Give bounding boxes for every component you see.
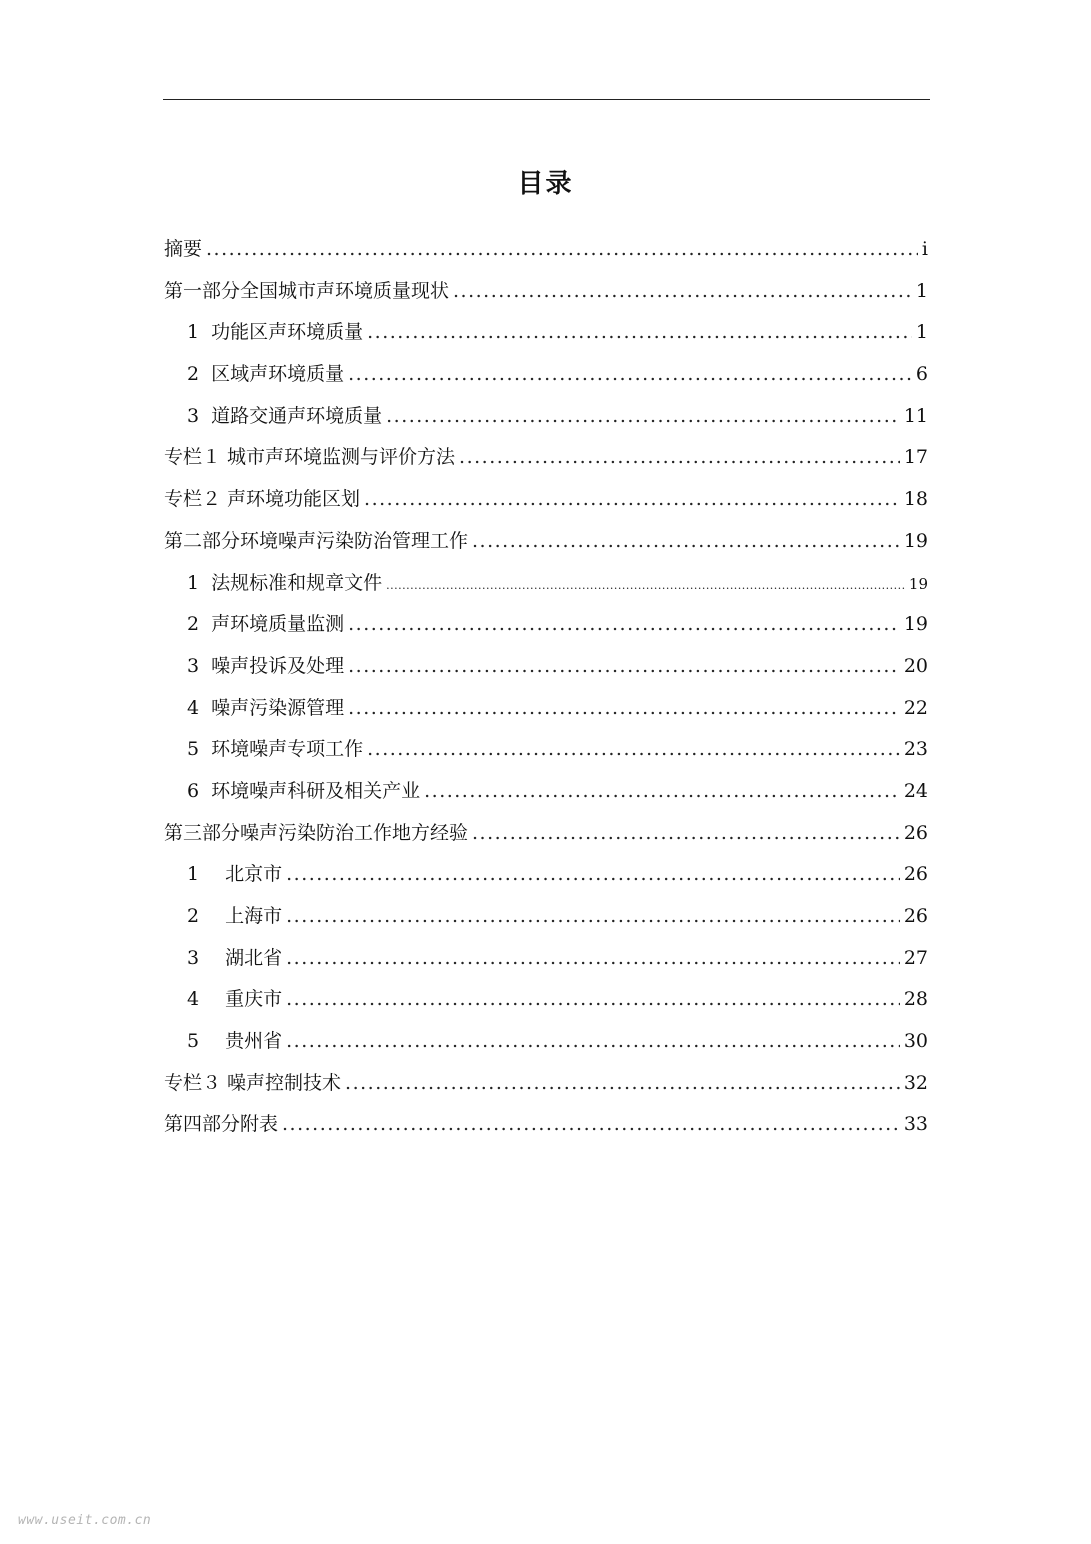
toc-entry-page: i <box>921 238 928 260</box>
toc-entry-label: 噪声污染源管理 <box>211 696 345 719</box>
toc-entry-3-2[interactable] <box>164 896 928 938</box>
toc-dot-leader <box>386 396 900 438</box>
toc-entry-number: 1 <box>187 571 200 594</box>
toc-entry-label: 第四部分附表 <box>164 1113 279 1136</box>
toc-dot-leader <box>282 1104 900 1146</box>
toc-entry-page: 22 <box>903 696 928 719</box>
toc-entry-2-3[interactable] <box>164 646 928 688</box>
toc-entry-3-4[interactable] <box>164 979 928 1021</box>
toc-entry-label: 湖北省 <box>225 946 283 969</box>
toc-entry-column-3[interactable] <box>164 1063 928 1105</box>
toc-entry-2-1[interactable] <box>164 563 928 605</box>
toc-entry-label: 专栏３ 噪声控制技术 <box>164 1071 342 1094</box>
toc-entry-3-5[interactable] <box>164 1021 928 1063</box>
toc-entry-number: 2 <box>187 613 200 636</box>
toc-entry-label: 环境噪声专项工作 <box>211 738 364 761</box>
toc-entry-2-4[interactable] <box>164 688 928 730</box>
toc-entry-page: 26 <box>903 863 928 886</box>
toc-dot-leader <box>459 437 900 479</box>
toc-entry-page: 33 <box>903 1113 928 1136</box>
toc-entry-1-1[interactable] <box>164 312 928 354</box>
toc-entry-label: 重庆市 <box>225 988 283 1011</box>
toc-dot-leader <box>286 979 900 1021</box>
toc-dot-leader <box>348 646 900 688</box>
toc-entry-page: 28 <box>903 988 928 1011</box>
toc-entry-number: 3 <box>187 946 200 969</box>
toc-entry-label: 贵州省 <box>225 1030 283 1053</box>
toc-dot-leader <box>367 312 912 354</box>
toc-entry-label: 第一部分全国城市声环境质量现状 <box>164 279 450 302</box>
toc-dot-leader <box>348 354 912 396</box>
toc-entry-number: 1 <box>187 863 200 886</box>
toc-entry-page: 11 <box>903 404 928 427</box>
toc-entry-2-5[interactable] <box>164 729 928 771</box>
toc-entry-number: 3 <box>187 404 200 427</box>
toc-entry-part-1[interactable] <box>164 271 928 313</box>
toc-entry-page: 19 <box>908 574 928 593</box>
toc-entry-part-2[interactable] <box>164 521 928 563</box>
header-rule <box>163 99 930 100</box>
toc-entry-page: 32 <box>903 1071 928 1094</box>
toc-entry-label: 道路交通声环境质量 <box>211 404 383 427</box>
toc-entry-label: 专栏１ 城市声环境监测与评价方法 <box>164 446 456 469</box>
toc-entry-label: 法规标准和规章文件 <box>211 571 383 594</box>
toc-entry-number: 3 <box>187 654 200 677</box>
toc-entry-2-2[interactable] <box>164 604 928 646</box>
toc-dot-leader <box>286 896 900 938</box>
toc-dot-leader <box>206 229 918 271</box>
toc-entry-label: 摘要 <box>164 238 203 260</box>
toc-entry-label: 环境噪声科研及相关产业 <box>211 779 421 802</box>
toc-dot-leader <box>286 854 900 896</box>
toc-dot-leader <box>348 688 900 730</box>
toc-entry-1-2[interactable] <box>164 354 928 396</box>
toc-entry-page: 26 <box>903 821 928 844</box>
toc-entry-number: 5 <box>187 1030 200 1053</box>
toc-dot-leader <box>453 271 912 313</box>
toc-dot-leader <box>345 1063 900 1105</box>
toc-entry-label: 北京市 <box>225 863 283 886</box>
toc-entry-page: 24 <box>903 779 928 802</box>
toc-entry-column-2[interactable] <box>164 479 928 521</box>
toc-entry-page: 26 <box>903 905 928 927</box>
toc-entry-number: 4 <box>187 696 200 719</box>
toc-entry-page: 20 <box>903 654 928 677</box>
toc-dot-leader <box>348 604 900 646</box>
table-of-contents <box>164 229 928 1146</box>
toc-dot-leader <box>472 521 900 563</box>
toc-entry-abstract[interactable] <box>164 229 928 271</box>
toc-dot-leader <box>472 813 900 855</box>
toc-entry-label: 专栏２ 声环境功能区划 <box>164 488 361 511</box>
toc-entry-label: 噪声投诉及处理 <box>211 654 345 677</box>
toc-entry-page: 1 <box>915 279 928 302</box>
toc-entry-label: 上海市 <box>225 905 283 927</box>
toc-dot-leader <box>386 565 905 607</box>
toc-entry-3-3[interactable] <box>164 938 928 980</box>
toc-entry-page: 6 <box>915 363 928 386</box>
toc-entry-number: 5 <box>187 738 200 761</box>
toc-entry-number: 2 <box>187 363 200 386</box>
toc-dot-leader <box>367 729 900 771</box>
toc-title: 目录 <box>517 169 574 199</box>
toc-dot-leader <box>286 1021 900 1063</box>
toc-entry-part-4[interactable] <box>164 1104 928 1146</box>
toc-entry-number: 4 <box>187 988 200 1011</box>
toc-entry-number: 6 <box>187 779 200 802</box>
toc-entry-page: 1 <box>915 321 928 344</box>
toc-entry-number: 2 <box>187 905 200 927</box>
toc-entry-label: 第二部分环境噪声污染防治管理工作 <box>164 529 469 552</box>
toc-entry-page: 19 <box>903 613 928 636</box>
toc-entry-page: 30 <box>903 1030 928 1053</box>
toc-entry-label: 声环境质量监测 <box>211 613 345 636</box>
toc-entry-page: 17 <box>903 446 928 469</box>
toc-entry-3-1[interactable] <box>164 854 928 896</box>
toc-entry-2-6[interactable] <box>164 771 928 813</box>
toc-dot-leader <box>364 479 900 521</box>
toc-entry-1-3[interactable] <box>164 396 928 438</box>
toc-entry-column-1[interactable] <box>164 437 928 479</box>
toc-entry-number: 1 <box>187 321 200 344</box>
toc-entry-part-3[interactable] <box>164 813 928 855</box>
toc-dot-leader <box>286 938 900 980</box>
toc-entry-page: 27 <box>903 946 928 969</box>
site-watermark: www.useit.com.cn <box>18 1513 152 1528</box>
toc-entry-label: 第三部分噪声污染防治工作地方经验 <box>164 821 469 844</box>
toc-entry-label: 功能区声环境质量 <box>211 321 364 344</box>
toc-entry-label: 区域声环境质量 <box>211 363 345 386</box>
toc-entry-page: 19 <box>903 529 928 552</box>
toc-entry-page: 18 <box>903 488 928 511</box>
toc-dot-leader <box>424 771 900 813</box>
toc-entry-page: 23 <box>903 738 928 761</box>
